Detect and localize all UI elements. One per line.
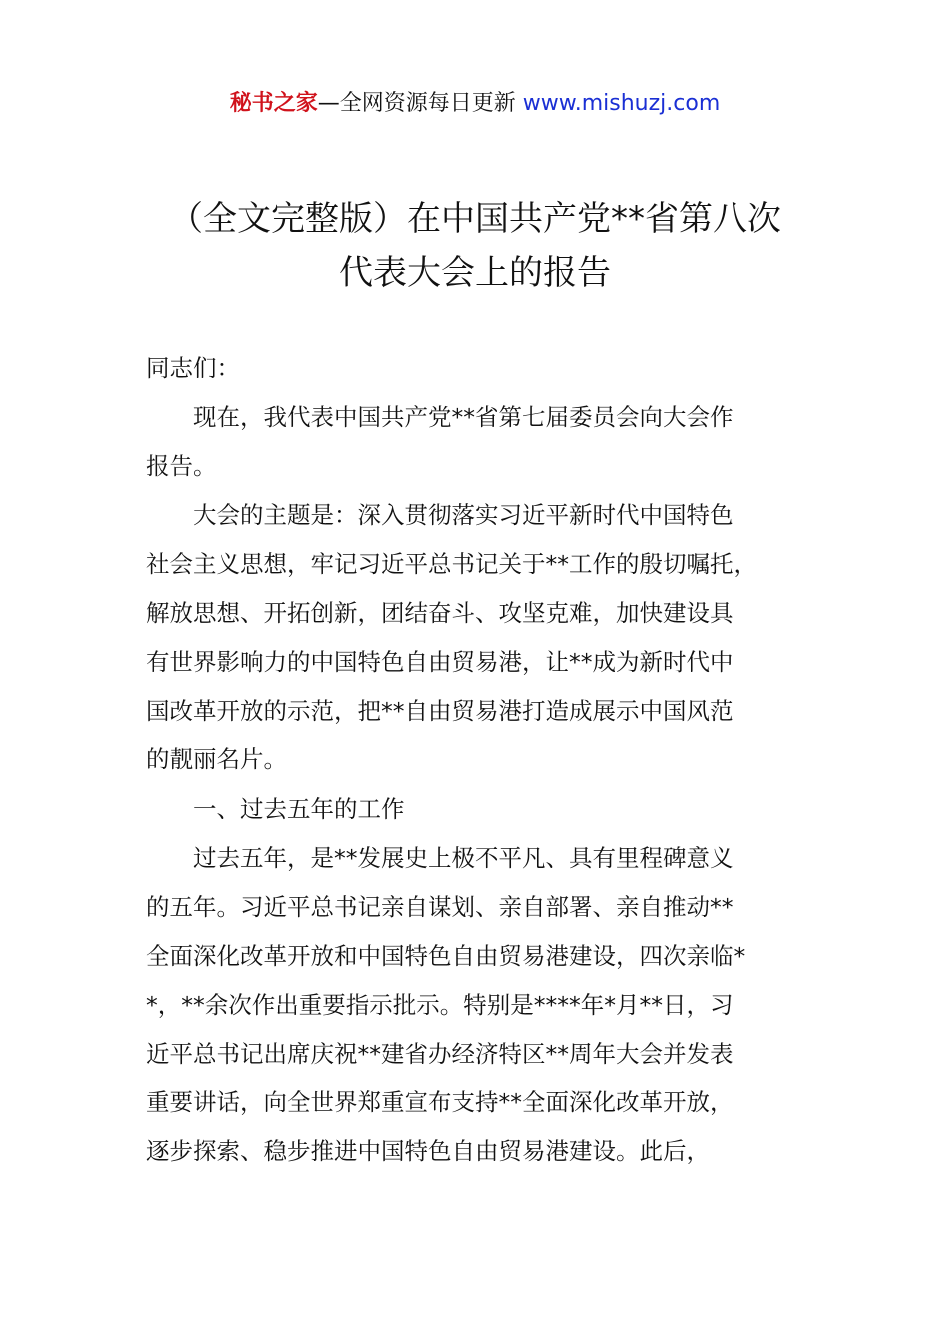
text-line: 现在，我代表中国共产党**省第七届委员会向大会作 xyxy=(146,403,734,431)
title-line: （全文完整版）在中国共产党**省第八次 xyxy=(169,199,781,239)
text-line: 的靓丽名片。 xyxy=(146,745,287,774)
text-line: 重要讲话，向全世界郑重宣布支持**全面深化改革开放， xyxy=(146,1088,734,1117)
paragraph xyxy=(146,393,818,491)
text-line: 大会的主题是：深入贯彻落实习近平新时代中国特色 xyxy=(146,501,734,529)
brand-name: 秘书之家 xyxy=(229,91,318,116)
text-line: 解放思想、开拓创新，团结奋斗、攻坚克难，加快建设具 xyxy=(146,598,734,627)
text-line: 逐步探索、稳步推进中国特色自由贸易港建设。此后， xyxy=(146,1137,710,1166)
site-link[interactable]: www.mishuzj.com xyxy=(522,91,721,116)
text-line: 国改革开放的示范，把**自由贸易港打造成展示中国风范 xyxy=(146,696,734,725)
paragraph xyxy=(146,834,818,1176)
salutation xyxy=(146,344,818,393)
text-line: 报告。 xyxy=(146,451,217,480)
paragraph xyxy=(146,491,818,784)
header-tagline: —全网资源每日更新 xyxy=(317,91,523,116)
text-line: 全面深化改革开放和中国特色自由贸易港建设，四次亲临* xyxy=(146,941,746,970)
site-header xyxy=(0,86,950,122)
text-line: 的五年。习近平总书记亲自谋划、亲自部署、亲自推动** xyxy=(146,892,734,921)
text-line: 同志们： xyxy=(146,354,240,382)
text-line: *，**余次作出重要指示批示。特别是****年*月**日，习 xyxy=(146,990,734,1019)
text-line: 有世界影响力的中国特色自由贸易港，让**成为新时代中 xyxy=(146,647,734,676)
text-line: 近平总书记出席庆祝**建省办经济特区**周年大会并发表 xyxy=(146,1039,734,1068)
text-line: 社会主义思想，牢记习近平总书记关于**工作的殷切嘱托， xyxy=(146,549,757,578)
document-title xyxy=(0,192,950,300)
section-heading xyxy=(146,785,818,834)
title-line: 代表大会上的报告 xyxy=(339,253,611,293)
text-line: 一、过去五年的工作 xyxy=(146,795,405,823)
text-line: 过去五年，是**发展史上极不平凡、具有里程碑意义 xyxy=(146,844,734,872)
